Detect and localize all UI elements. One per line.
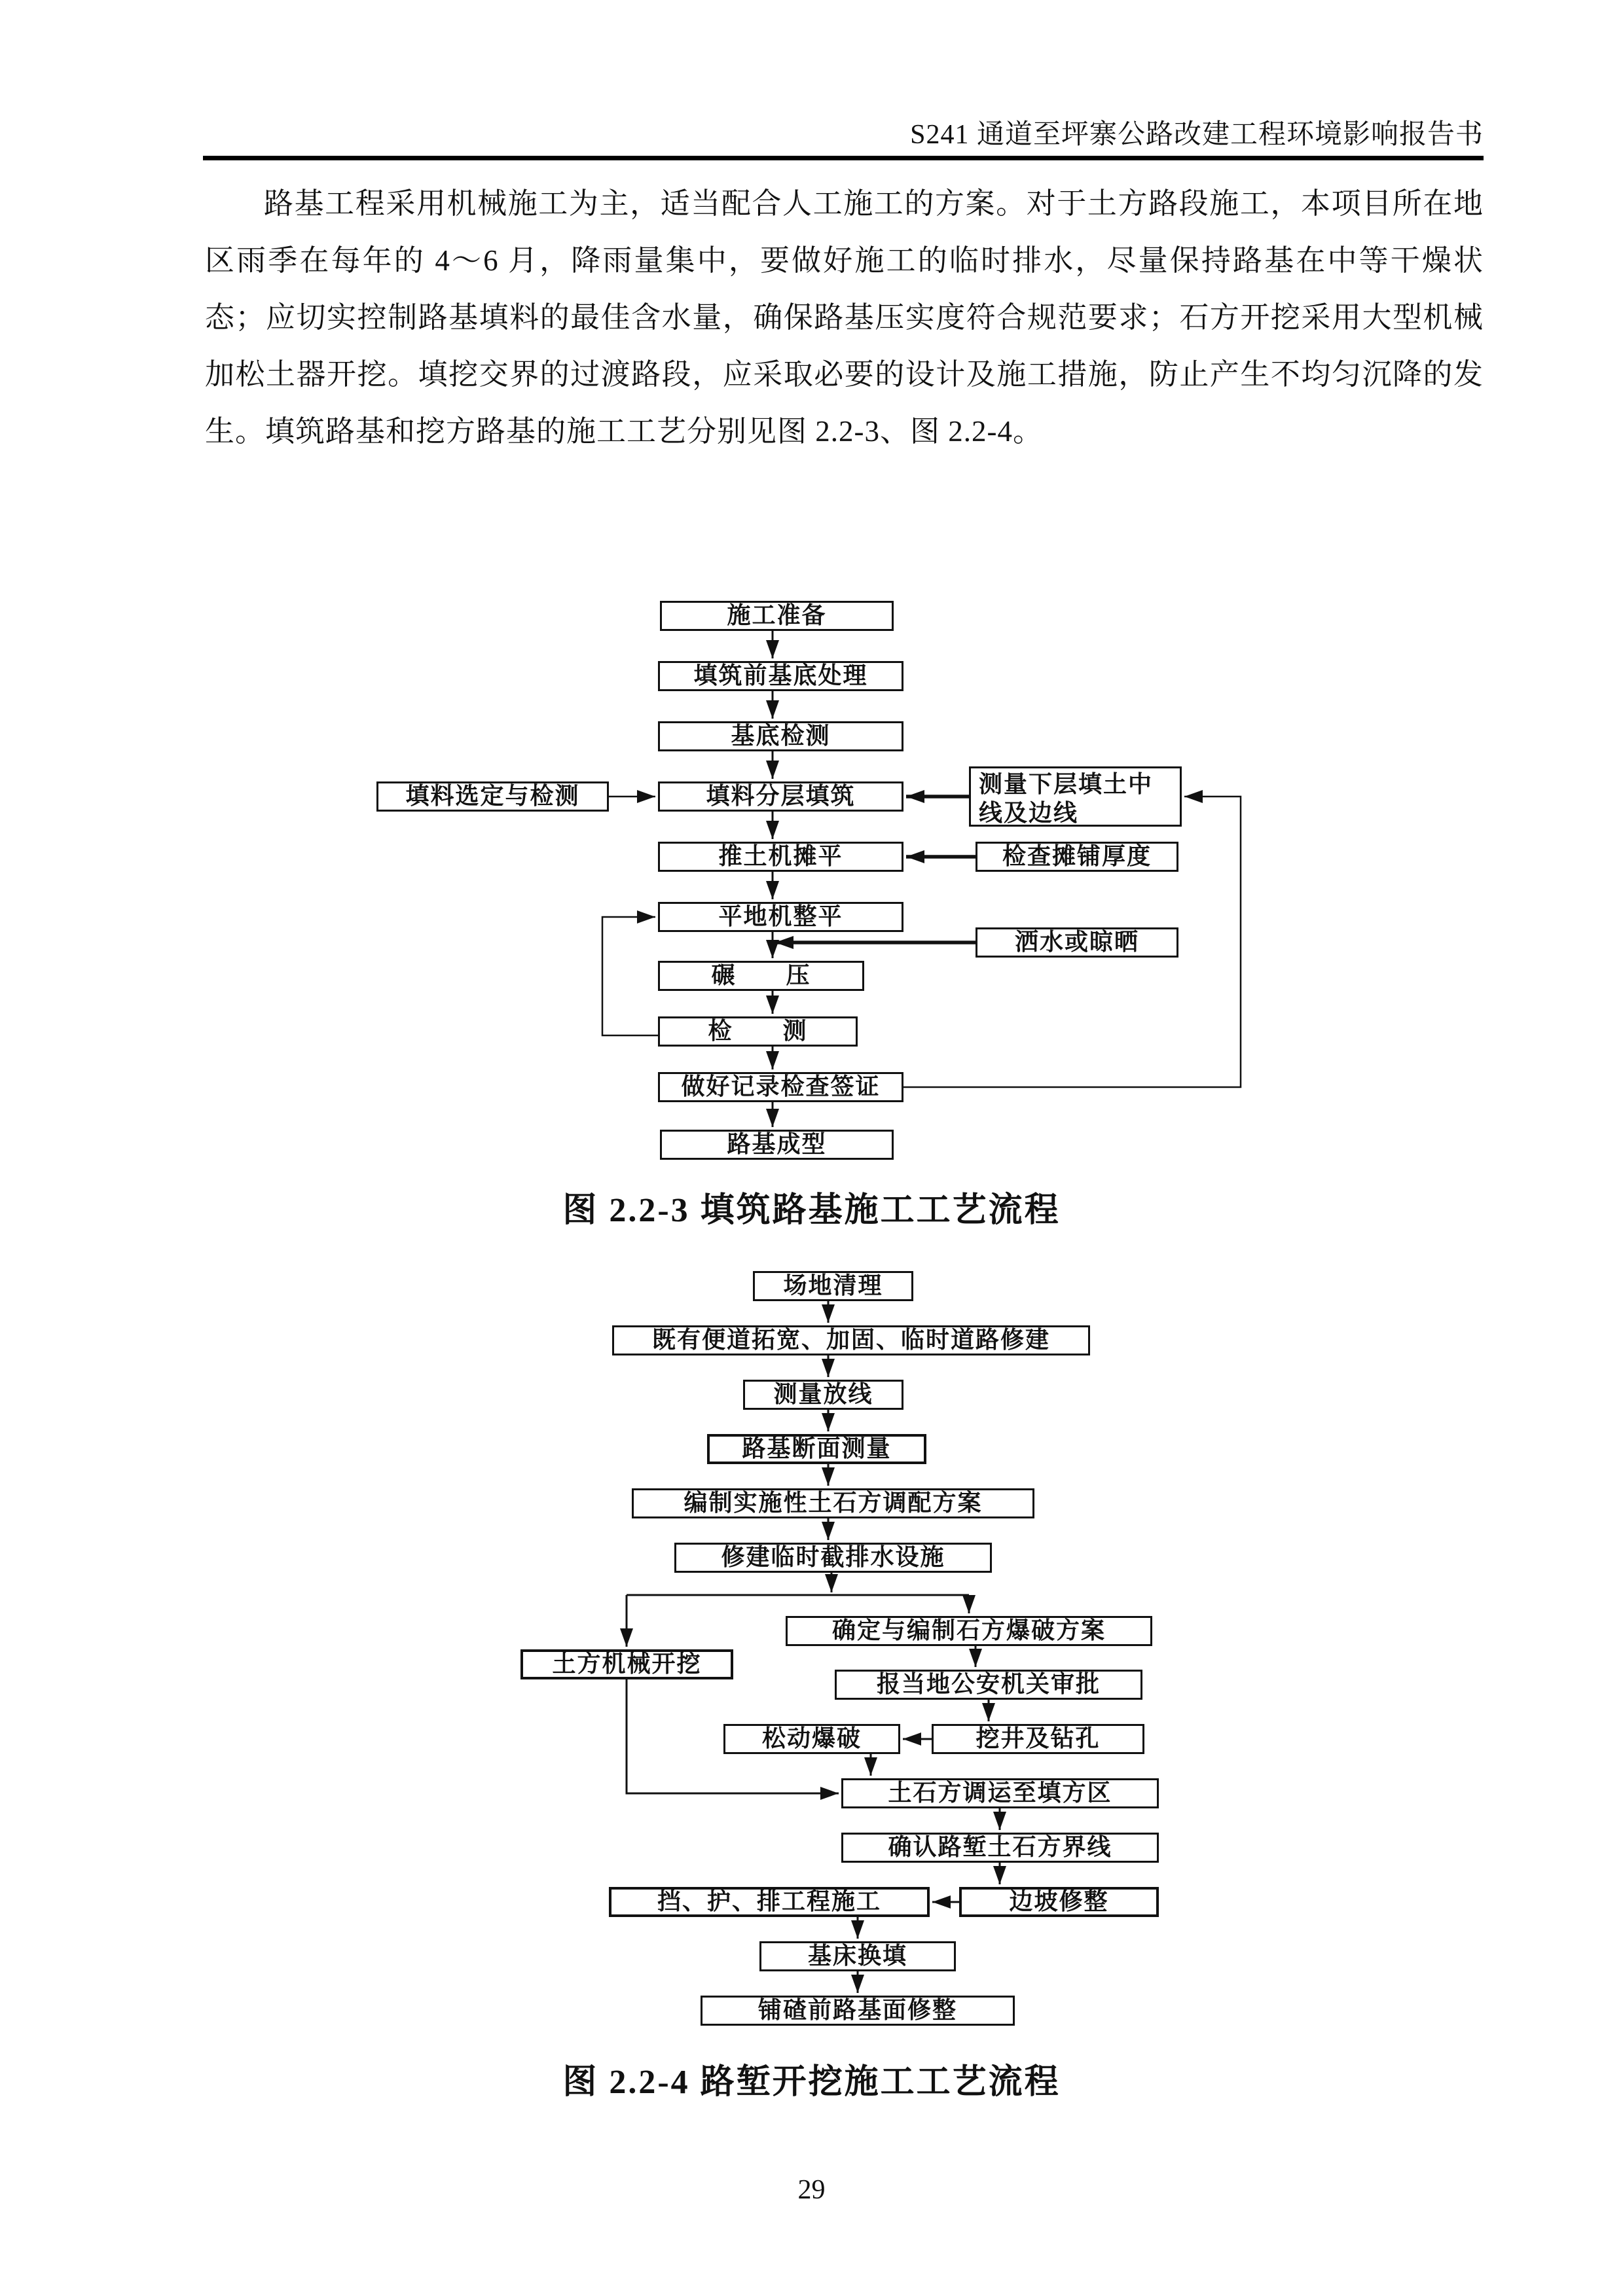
flow-node-layered-filling: 填料分层填筑 (658, 781, 903, 812)
flow-node-bed-replacement: 基床换填 (759, 1941, 956, 1971)
flow-node-site-clearing: 场地清理 (753, 1271, 913, 1301)
flow-node-road-widening: 既有便道拓宽、加固、临时道路修建 (612, 1325, 1090, 1355)
flow-node-survey-layout: 测量放线 (743, 1380, 903, 1410)
flow-node-record-inspection-sign: 做好记录检查签证 (658, 1072, 903, 1102)
flow-node-retaining-drainage-works: 挡、护、排工程施工 (609, 1887, 930, 1917)
flow-node-watering-or-drying: 洒水或晾晒 (976, 927, 1178, 958)
flow-node-base-inspection: 基底检测 (658, 721, 903, 751)
flow-node-mechanical-excavation: 土方机械开挖 (520, 1649, 733, 1679)
flow-node-rolling-compaction: 碾 压 (658, 961, 864, 991)
header-rule (203, 156, 1484, 160)
page-header-title: S241 通道至坪寨公路改建工程环境影响报告书 (910, 120, 1484, 150)
flow-node-well-drilling: 挖井及钻孔 (932, 1724, 1144, 1754)
body-paragraph: 路基工程采用机械施工为主，适当配合人工施工的方案。对于土方路段施工，本项目所在地区雨季在每年的 4～6 月，降雨量集中，要做好施工的临时排水，尽量保持路基在中等干燥状态；应切实控制路基填料的最佳含水量，确保路基压实度符合规范要求；石方开挖采用大型机械加松土器开挖。填挖交界的过渡路段，应采取必要的设计及施工措施，防止产生不均匀沉降的发生。填筑路基和挖方路基的施工工艺分别见图 2.2-3、图 2.2-4。 (205, 187, 1484, 448)
flow-node-cross-section-survey: 路基断面测量 (707, 1434, 926, 1464)
flow-node-surface-trim-before-ballast: 铺碴前路基面修整 (701, 1996, 1015, 2026)
flow-node-subgrade-formed: 路基成型 (660, 1130, 894, 1160)
fig1-arrows (602, 631, 1241, 1127)
flow-node-testing: 检 测 (658, 1016, 858, 1047)
flow-node-bulldozer-spreading: 推土机摊平 (658, 842, 903, 872)
flow-node-confirm-cut-boundary: 确认路堑土石方界线 (841, 1833, 1159, 1863)
flow-node-temp-drainage: 修建临时截排水设施 (674, 1543, 992, 1573)
flow-node-base-treatment: 填筑前基底处理 (658, 661, 903, 691)
figure2-caption: 图 2.2-4 路堑开挖施工工艺流程 (562, 2064, 1061, 2101)
flow-node-blasting-plan: 确定与编制石方爆破方案 (786, 1616, 1152, 1646)
flow-node-check-spread-thickness: 检查摊铺厚度 (976, 842, 1178, 872)
flow-node-police-approval: 报当地公安机关审批 (835, 1670, 1142, 1700)
flow-node-construction-prep: 施工准备 (660, 601, 894, 631)
flow-node-survey-center-edge-lines: 测量下层填土中线及边线 (969, 766, 1182, 827)
flow-node-grader-leveling: 平地机整平 (658, 902, 903, 932)
flow-node-earthwork-allocation-plan: 编制实施性土石方调配方案 (632, 1488, 1034, 1518)
page-number: 29 (797, 2175, 826, 2205)
flow-node-haul-to-fill-area: 土石方调运至填方区 (841, 1778, 1159, 1808)
figure1-caption: 图 2.2-3 填筑路基施工工艺流程 (562, 1192, 1061, 1229)
flow-node-slope-trimming: 边坡修整 (959, 1887, 1159, 1917)
flow-node-material-selection: 填料选定与检测 (376, 781, 609, 812)
flow-node-loosening-blast: 松动爆破 (723, 1724, 900, 1754)
